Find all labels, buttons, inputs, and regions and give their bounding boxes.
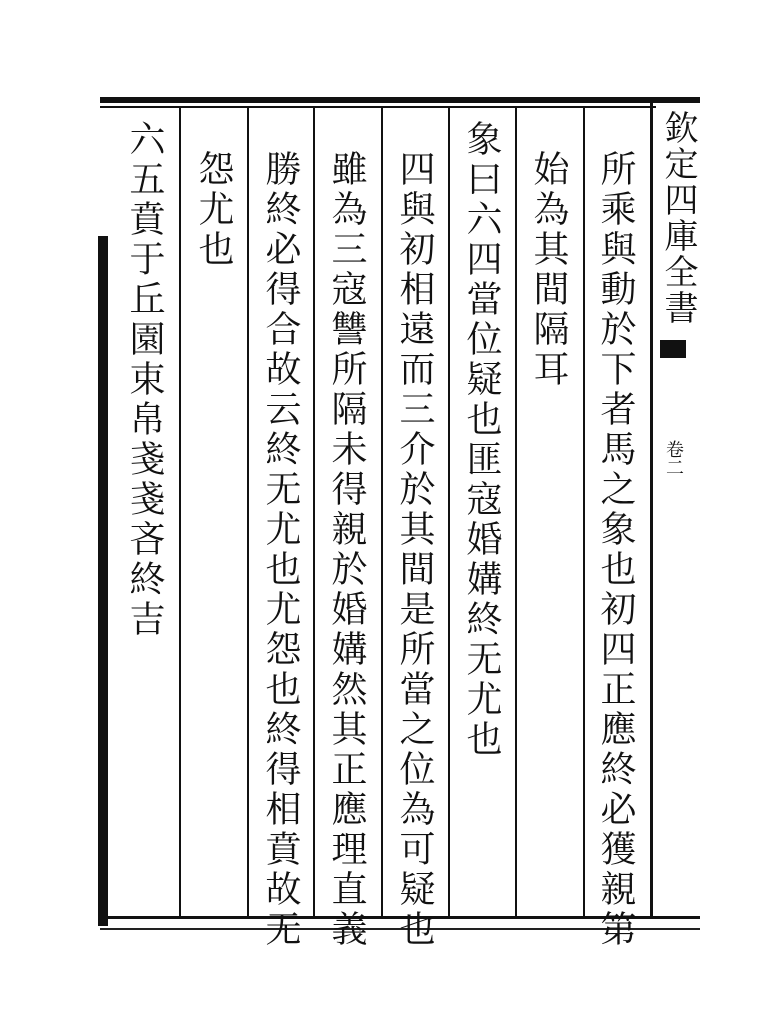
column-divider — [179, 108, 181, 918]
text-column-8: 六五賁于丘園束帛戔戔吝終吉 — [124, 120, 165, 640]
top-border — [100, 97, 700, 103]
text-column-5: 雖為三寇讐所隔未得親於婚媾然其正應理直義 — [326, 150, 367, 950]
column-divider — [583, 108, 585, 918]
column-divider — [247, 108, 249, 918]
margin-book-title: 欽定四庫全書 — [658, 110, 698, 326]
margin-volume-label: 卷二 — [663, 440, 684, 476]
top-inner-border — [100, 106, 656, 108]
text-column-6: 勝終必得合故云終无尤也尤怨也終得相賁故无 — [260, 150, 301, 950]
left-border — [98, 236, 108, 926]
column-divider — [381, 108, 383, 918]
column-divider — [313, 108, 315, 918]
text-column-1: 所乘與動於下者馬之象也初四正應終必獲親第 — [595, 150, 636, 950]
margin-fish-tail — [660, 340, 686, 358]
column-divider — [515, 108, 517, 918]
text-column-7: 怨尤也 — [193, 150, 234, 270]
text-column-4: 四與初相遠而三介於其間是所當之位為可疑也 — [394, 150, 435, 950]
right-border — [650, 100, 653, 918]
text-column-2: 始為其間隔耳 — [528, 150, 569, 390]
text-column-3: 象曰六四當位疑也匪寇婚媾終无尤也 — [461, 120, 502, 760]
column-divider — [448, 108, 450, 918]
